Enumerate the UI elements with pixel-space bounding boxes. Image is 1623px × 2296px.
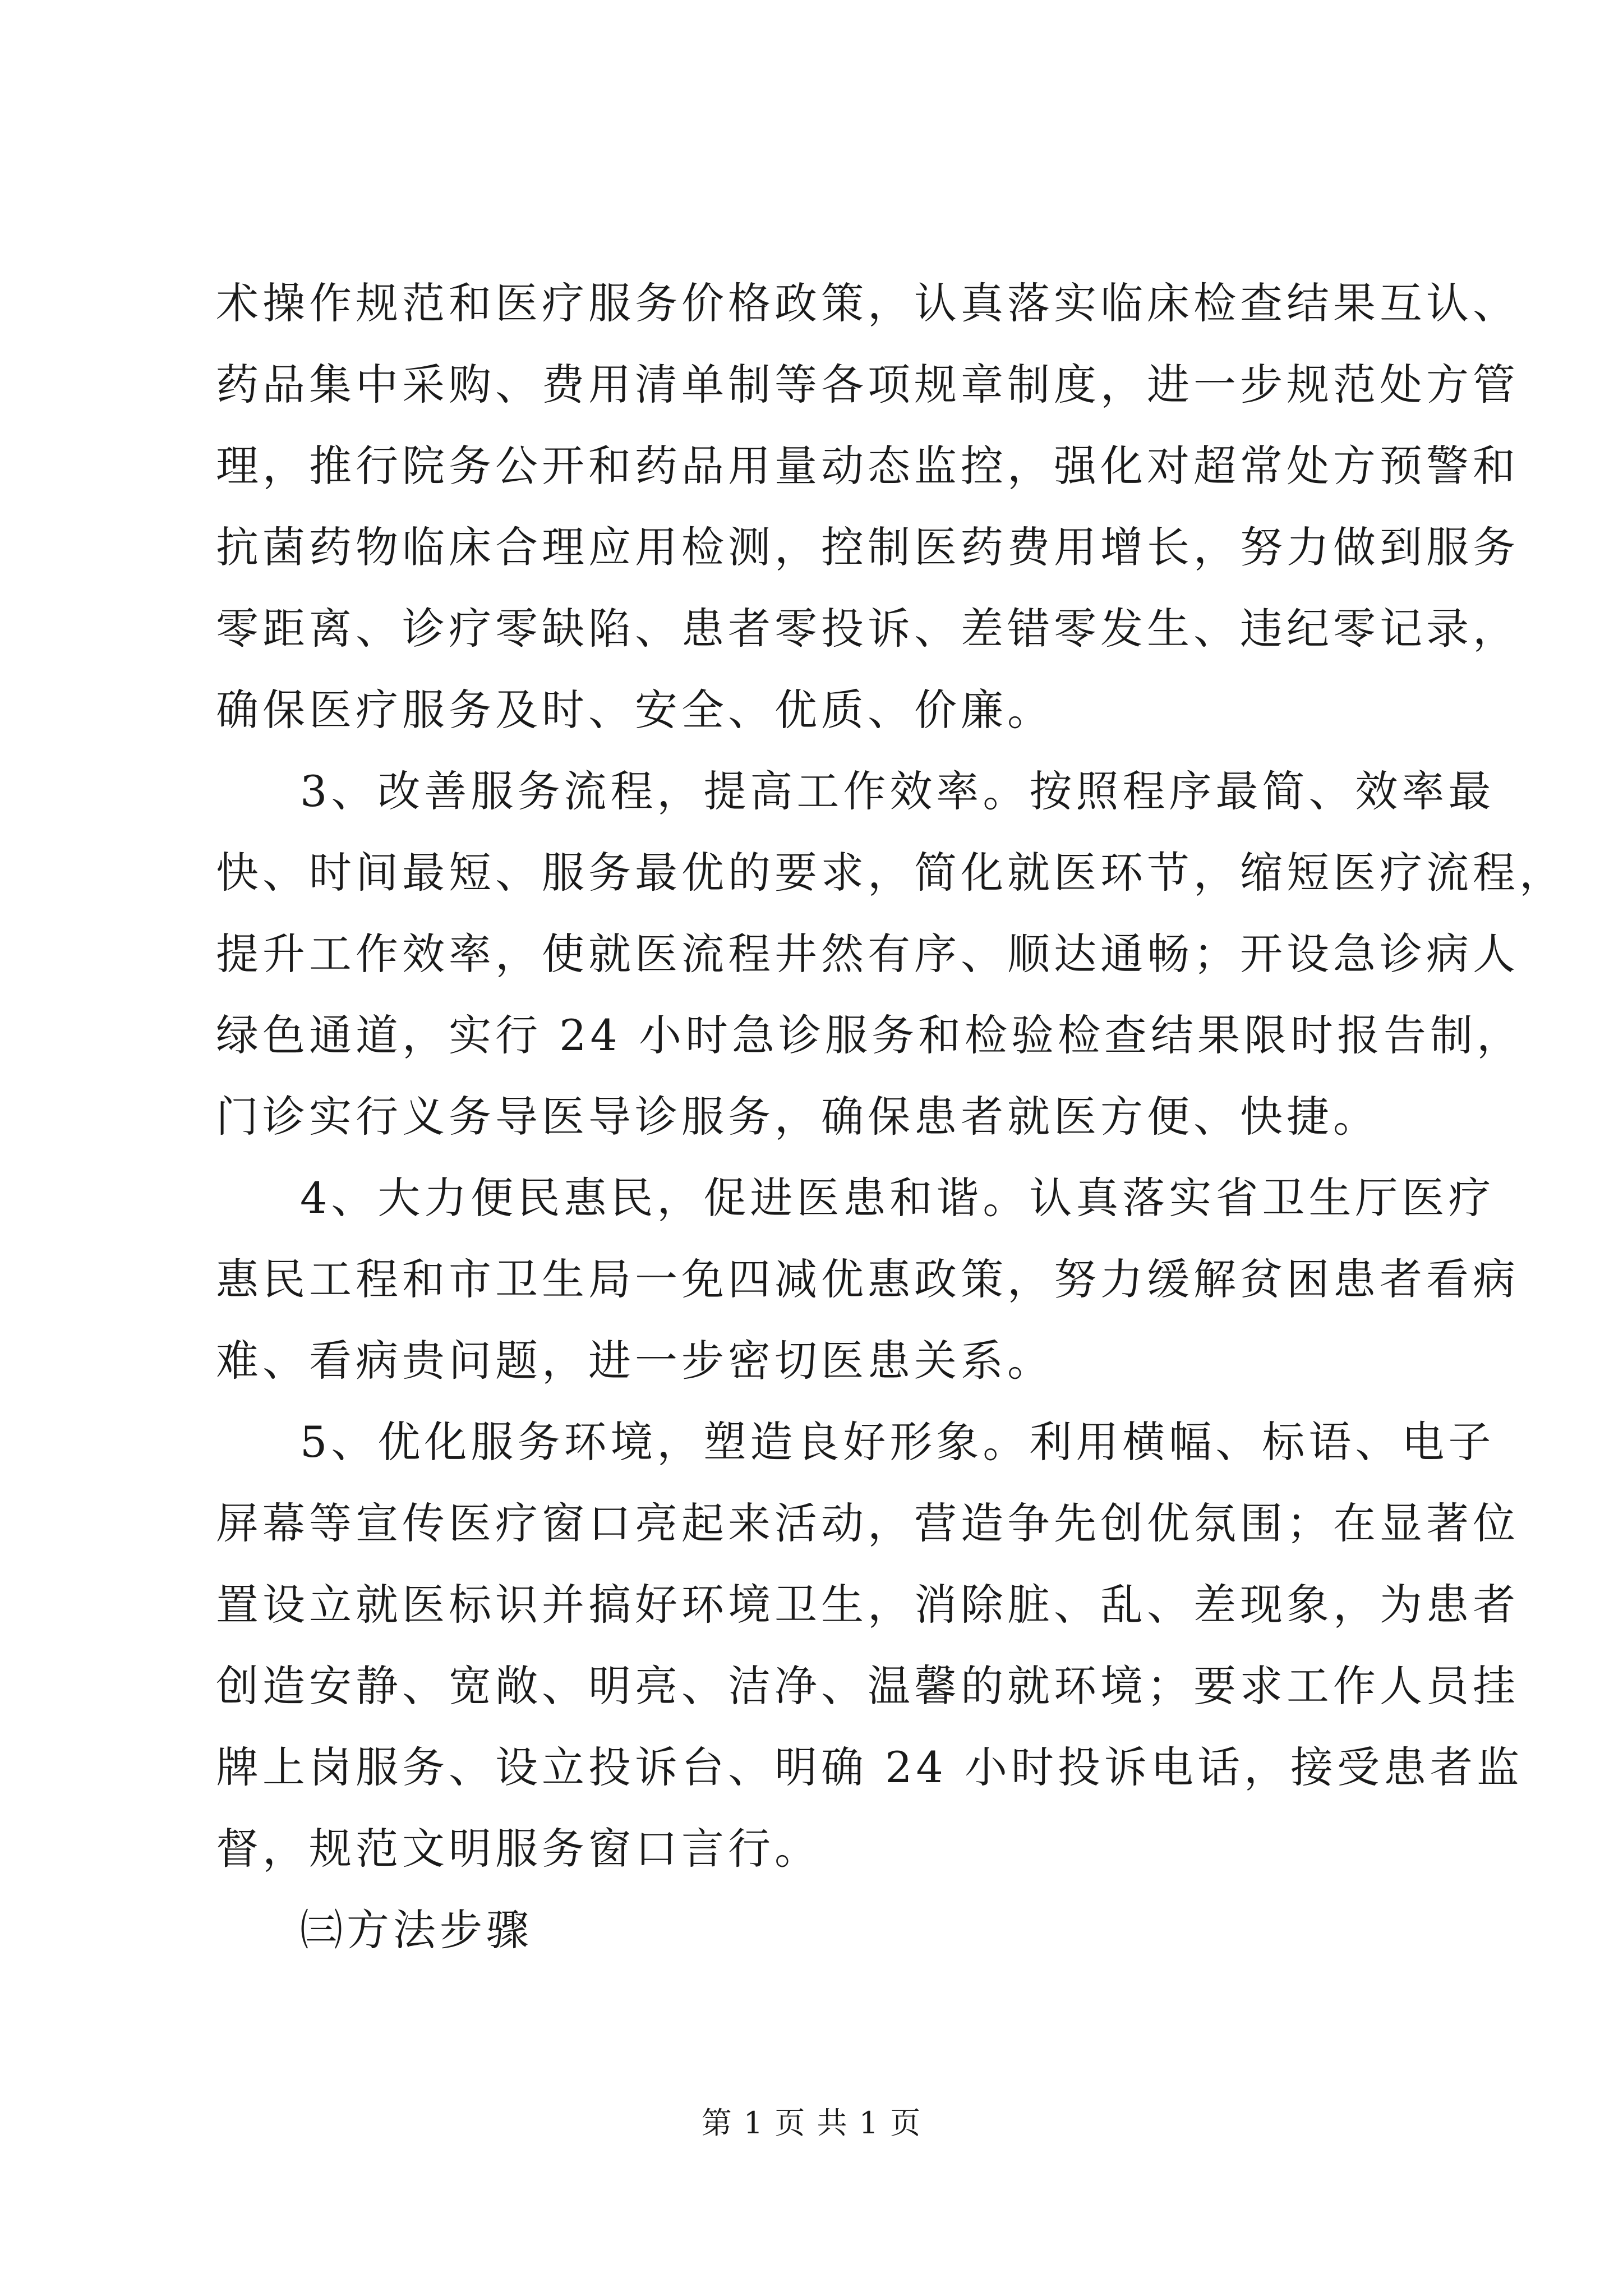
page-footer: 第 1 页 共 1 页 [701,2105,922,2141]
text-line-13: 惠民工程和市卫生局一免四减优惠政策，努力缓解贫困患者看病 [216,1254,1519,1304]
text-line-11: 门诊实行义务导医导诊服务，确保患者就医方便、快捷。 [216,1092,1380,1142]
text-line-20: 督，规范文明服务窗口言行。 [216,1824,821,1874]
text-line-14: 难、看病贵问题，进一步密切医患关系。 [216,1336,1054,1386]
text-line-3: 理，推行院务公开和药品用量动态监控，强化对超常处方预警和 [216,441,1519,491]
text-line-8: 快、时间最短、服务最优的要求，简化就医环节，缩短医疗流程， [216,848,1566,898]
text-line-2: 药品集中采购、费用清单制等各项规章制度，进一步规范处方管 [216,360,1519,409]
text-line-17: 置设立就医标识并搞好环境卫生，消除脏、乱、差现象，为患者 [216,1580,1519,1630]
text-line-16: 屏幕等宣传医疗窗口亮起来活动，营造争先创优氛围；在显著位 [216,1498,1519,1548]
paragraph-4-first-line: 4、大力便民惠民，促进医患和谐。认真落实省卫生厅医疗 [300,1173,1495,1223]
text-line-4: 抗菌药物临床合理应用检测，控制医药费用增长，努力做到服务 [216,522,1519,572]
text-line-9: 提升工作效率，使就医流程井然有序、顺达通畅；开设急诊病人 [216,929,1519,979]
section-heading-methods: ㈢方法步骤 [300,1905,533,1955]
paragraph-5-first-line: 5、优化服务环境，塑造良好形象。利用横幅、标语、电子 [300,1417,1495,1467]
text-line-6: 确保医疗服务及时、安全、优质、价廉。 [216,685,1054,735]
text-line-19: 牌上岗服务、设立投诉台、明确 24 小时投诉电话，接受患者监 [216,1742,1524,1792]
paragraph-3-first-line: 3、改善服务流程，提高工作效率。按照程序最简、效率最 [300,766,1495,816]
text-line-18: 创造安静、宽敞、明亮、洁净、温馨的就环境；要求工作人员挂 [216,1661,1519,1711]
text-line-10: 绿色通道，实行 24 小时急诊服务和检验检查结果限时报告制， [216,1010,1524,1060]
text-line-5: 零距离、诊疗零缺陷、患者零投诉、差错零发生、违纪零记录， [216,604,1519,654]
document-body [216,263,1566,1971]
text-line-1: 术操作规范和医疗服务价格政策，认真落实临床检查结果互认、 [216,278,1519,328]
